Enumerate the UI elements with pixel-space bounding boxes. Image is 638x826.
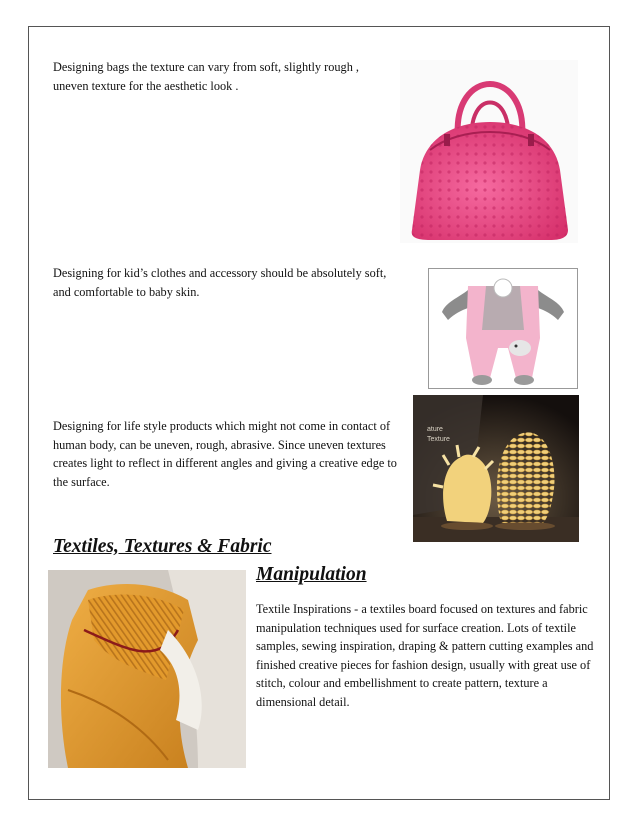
kids-paragraph: Designing for kid’s clothes and accessory should be absolutely soft, and comfortable to baby skin. xyxy=(53,266,387,299)
inspiration-paragraph: Textile Inspirations - a textiles board focused on textures and fabric manipulation techniques used for surface creation. Lots of textile samples, sewing inspiration, draping & pattern cutting examples and finished creative pieces for fashion design, usually with great use of stitch, colour and embellishment to create pattern, texture a dimensional detail. xyxy=(256,602,594,709)
texture-sculpture-image xyxy=(413,395,579,542)
sign-text-2: Texture xyxy=(427,436,450,443)
sign-text-1: ature xyxy=(427,426,443,433)
section-heading-line2: Manipulation xyxy=(256,564,367,585)
section-heading-line1: Textiles, Textures & Fabric xyxy=(53,536,272,557)
draped-dress-image xyxy=(48,570,246,768)
bags-paragraph: Designing bags the texture can vary from soft, slightly rough , uneven texture for the aesthetic look . xyxy=(53,60,359,93)
pink-handbag-image xyxy=(400,60,578,243)
baby-romper-image xyxy=(428,268,578,389)
lifestyle-paragraph: Designing for life style products which might not come in contact of human body, can be uneven, rough, abrasive. Since uneven textures creates light to reflect in different angles and giving a creative edge to the surface. xyxy=(53,419,397,489)
